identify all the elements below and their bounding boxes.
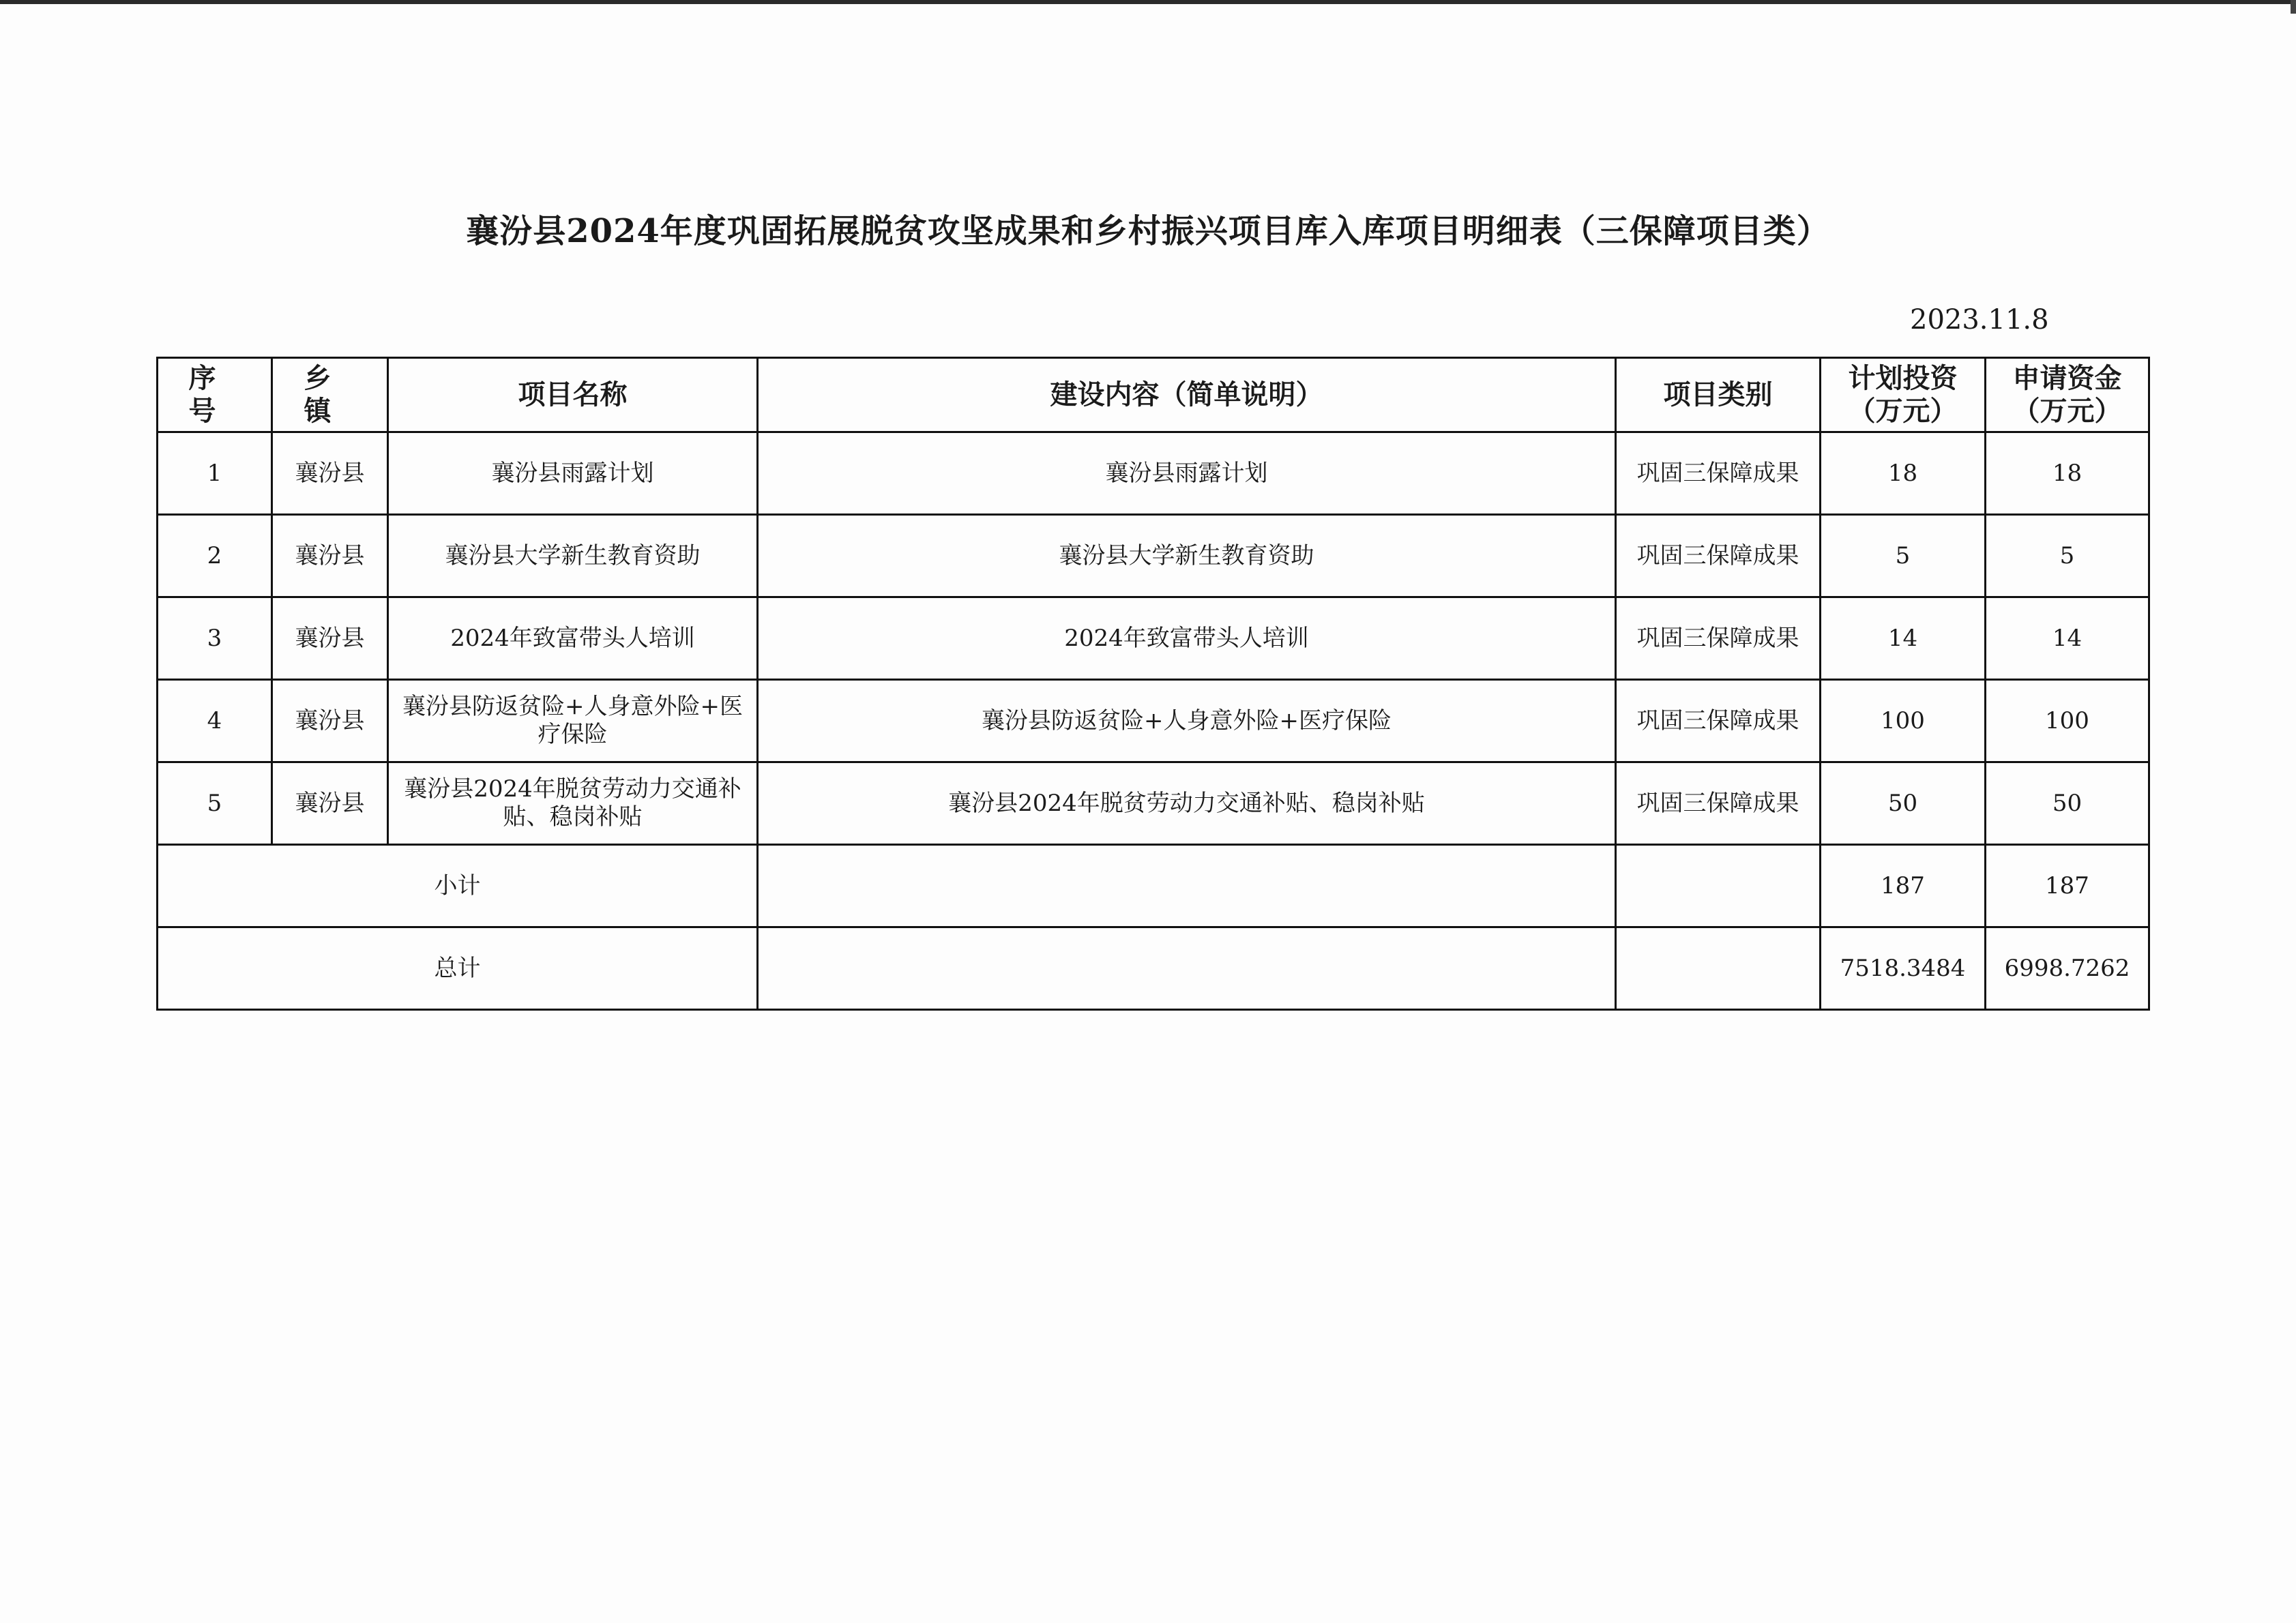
cell-planned: 14	[1821, 597, 1986, 680]
scan-edge-corner	[2291, 0, 2296, 14]
cell-town: 襄汾县	[272, 762, 388, 845]
cell-category: 巩固三保障成果	[1616, 432, 1821, 515]
cell-name: 襄汾县防返贫险+人身意外险+医疗保险	[388, 680, 758, 762]
header-row	[158, 358, 2149, 432]
total-row	[158, 927, 2149, 1010]
cell-seq: 1	[158, 432, 272, 515]
cell-planned: 50	[1821, 762, 1986, 845]
cell-category: 巩固三保障成果	[1616, 597, 1821, 680]
document-date: 2023.11.8	[1910, 304, 2049, 336]
cell-seq: 2	[158, 515, 272, 597]
subtotal-applied: 187	[1986, 845, 2149, 927]
cell-content: 襄汾县大学新生教育资助	[758, 515, 1616, 597]
cell-content: 2024年致富带头人培训	[758, 597, 1616, 680]
cell-applied: 14	[1986, 597, 2149, 680]
table-row	[158, 432, 2149, 515]
cell-content: 襄汾县2024年脱贫劳动力交通补贴、稳岗补贴	[758, 762, 1616, 845]
cell-town: 襄汾县	[272, 515, 388, 597]
header-planned: 计划投资 （万元）	[1821, 358, 1986, 432]
cell-category: 巩固三保障成果	[1616, 762, 1821, 845]
subtotal-row	[158, 845, 2149, 927]
table-row	[158, 515, 2149, 597]
total-planned: 7518.3484	[1821, 927, 1986, 1010]
subtotal-planned: 187	[1821, 845, 1986, 927]
project-detail-table	[156, 357, 2150, 1011]
cell-content: 襄汾县防返贫险+人身意外险+医疗保险	[758, 680, 1616, 762]
header-town: 乡 镇	[272, 358, 388, 432]
cell-planned: 18	[1821, 432, 1986, 515]
subtotal-category-empty	[1616, 845, 1821, 927]
cell-planned: 5	[1821, 515, 1986, 597]
scan-edge	[0, 0, 2296, 4]
cell-seq: 4	[158, 680, 272, 762]
cell-applied: 50	[1986, 762, 2149, 845]
total-label: 总计	[158, 927, 758, 1010]
header-content: 建设内容（简单说明）	[758, 358, 1616, 432]
cell-name: 2024年致富带头人培训	[388, 597, 758, 680]
table-row	[158, 762, 2149, 845]
cell-applied: 5	[1986, 515, 2149, 597]
cell-applied: 18	[1986, 432, 2149, 515]
subtotal-content-empty	[758, 845, 1616, 927]
cell-seq: 3	[158, 597, 272, 680]
total-applied: 6998.7262	[1986, 927, 2149, 1010]
header-name: 项目名称	[388, 358, 758, 432]
cell-category: 巩固三保障成果	[1616, 680, 1821, 762]
cell-name: 襄汾县大学新生教育资助	[388, 515, 758, 597]
table-row	[158, 680, 2149, 762]
header-applied: 申请资金 （万元）	[1986, 358, 2149, 432]
cell-town: 襄汾县	[272, 597, 388, 680]
cell-planned: 100	[1821, 680, 1986, 762]
cell-town: 襄汾县	[272, 432, 388, 515]
total-category-empty	[1616, 927, 1821, 1010]
cell-content: 襄汾县雨露计划	[758, 432, 1616, 515]
cell-applied: 100	[1986, 680, 2149, 762]
subtotal-label: 小计	[158, 845, 758, 927]
table-row	[158, 597, 2149, 680]
cell-town: 襄汾县	[272, 680, 388, 762]
cell-name: 襄汾县雨露计划	[388, 432, 758, 515]
header-category: 项目类别	[1616, 358, 1821, 432]
cell-category: 巩固三保障成果	[1616, 515, 1821, 597]
total-content-empty	[758, 927, 1616, 1010]
cell-seq: 5	[158, 762, 272, 845]
cell-name: 襄汾县2024年脱贫劳动力交通补贴、稳岗补贴	[388, 762, 758, 845]
header-seq: 序 号	[158, 358, 272, 432]
document-title: 襄汾县2024年度巩固拓展脱贫攻坚成果和乡村振兴项目库入库项目明细表（三保障项目类）	[466, 212, 1830, 250]
